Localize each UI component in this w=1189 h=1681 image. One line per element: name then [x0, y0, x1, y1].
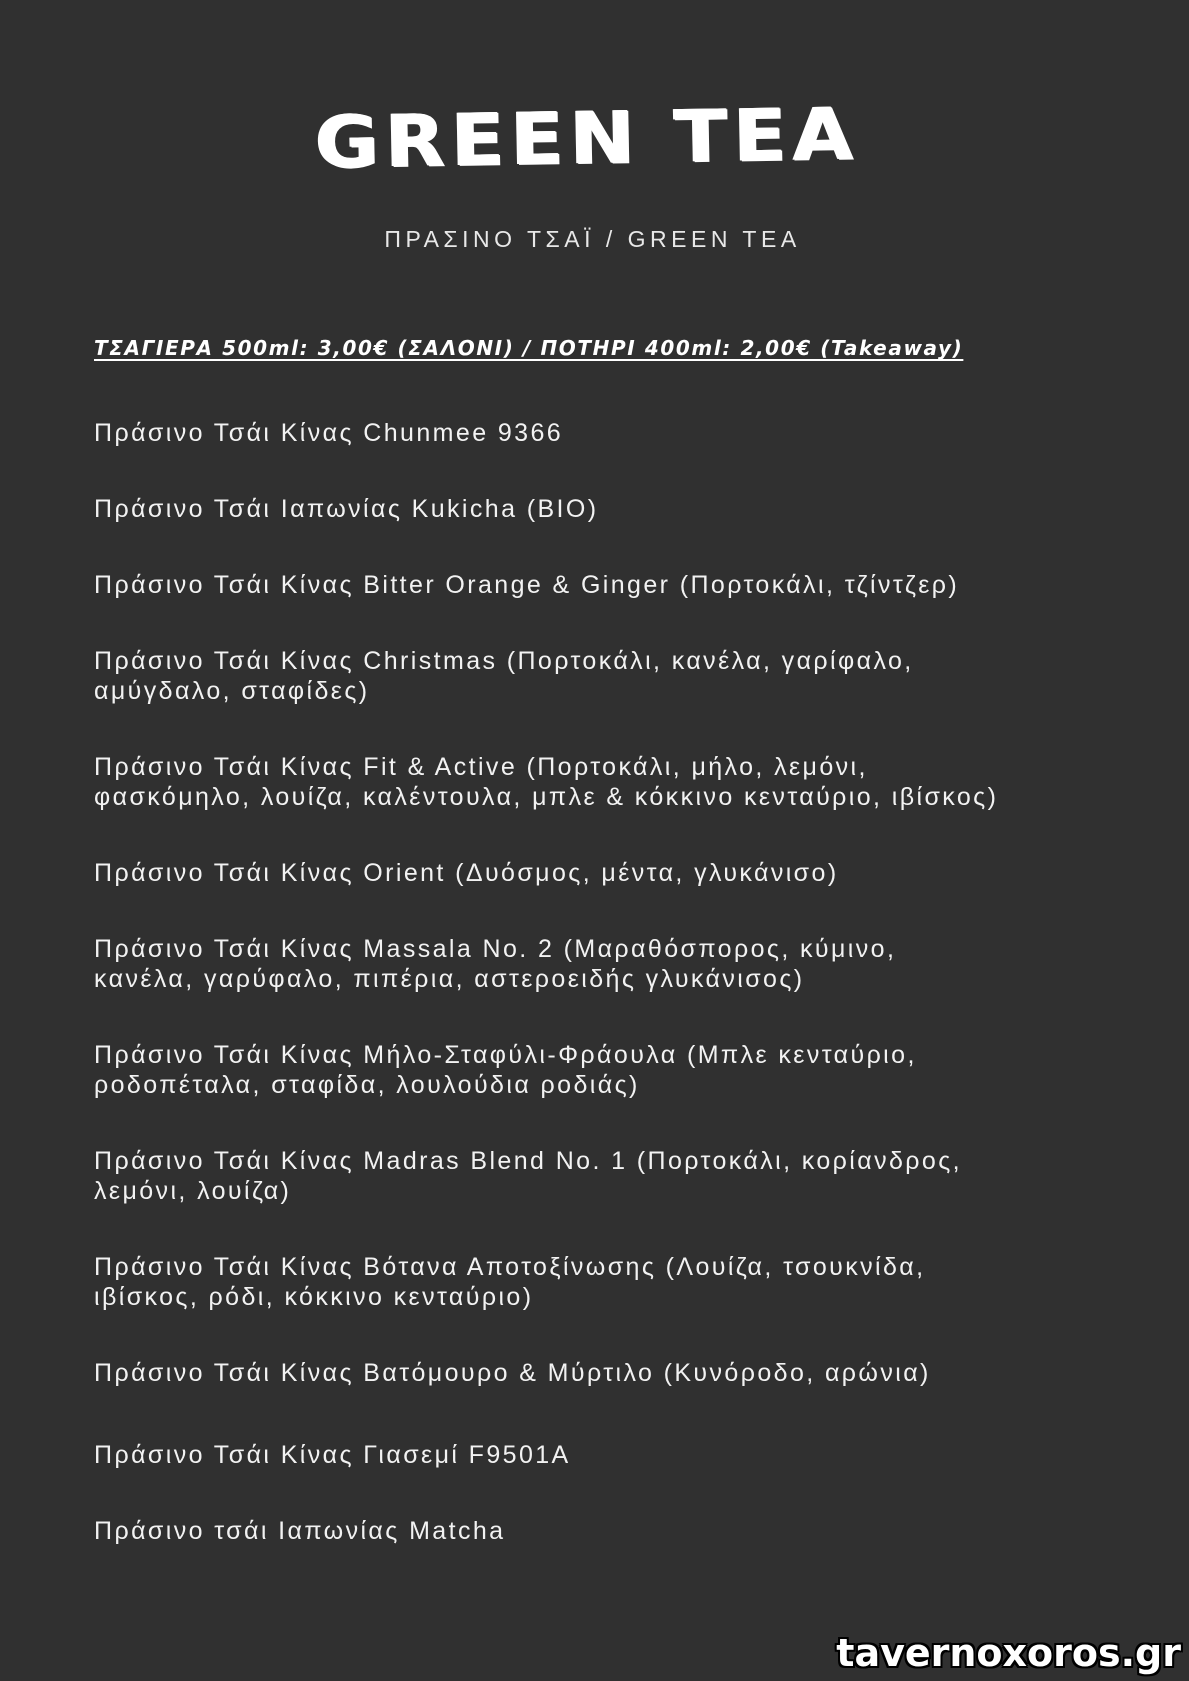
tea-item-line: Πράσινο Τσάι Κίνας Γιασεμί F9501A — [94, 1441, 571, 1469]
tea-item-line: Πράσινο Τσάι Κίνας Βότανα Αποτοξίνωσης (Λουίζα, τσουκνίδα, — [94, 1253, 926, 1281]
tea-item-line: ροδοπέταλα, σταφίδα, λουλούδια ροδιάς) — [94, 1071, 640, 1099]
tea-list — [94, 418, 1094, 1546]
tea-item-line: Πράσινο Τσάι Κίνας Orient (Δυόσμος, μέντα, γλυκάνισο) — [94, 859, 839, 887]
tea-item-line: Πράσινο Τσάι Κίνας Βατόμουρο & Μύρτιλο (Κυνόροδο, αρώνια) — [94, 1359, 931, 1387]
tea-item-line: Πράσινο τσάι Ιαπωνίας Matcha — [94, 1517, 506, 1545]
tea-item — [94, 858, 1094, 888]
tea-item-line: Πράσινο Τσάι Ιαπωνίας Kukicha (BIO) — [94, 495, 599, 523]
page-subtitle — [0, 226, 1189, 253]
tea-item — [94, 1252, 1094, 1312]
tea-item-line: κανέλα, γαρύφαλο, πιπέρια, αστεροειδής γλυκάνισος) — [94, 965, 805, 993]
tea-item — [94, 1358, 1094, 1388]
tea-item — [94, 570, 1094, 600]
tea-item — [94, 752, 1094, 812]
tea-item — [94, 934, 1094, 994]
tea-item-line: ιβίσκος, ρόδι, κόκκινο κενταύριο) — [94, 1283, 534, 1311]
tea-item-line: Πράσινο Τσάι Κίνας Μήλο-Σταφύλι-Φράουλα (Μπλε κενταύριο, — [94, 1041, 917, 1069]
tea-item-line: Πράσινο Τσάι Κίνας Massala No. 2 (Μαραθόσπορος, κύμινο, — [94, 935, 897, 963]
tea-item-line: Πράσινο Τσάι Κίνας Bitter Orange & Ginger (Πορτοκάλι, τζίντζερ) — [94, 571, 960, 599]
tea-item-line: φασκόμηλο, λουίζα, καλέντουλα, μπλε & κόκκινο κενταύριο, ιβίσκος) — [94, 783, 999, 811]
page-subtitle-text: ΠΡΑΣΙΝΟ ΤΣΑΪ / GREEN TEA — [384, 226, 801, 252]
tea-item — [94, 494, 1094, 524]
tea-item-line: λεμόνι, λουίζα) — [94, 1177, 292, 1205]
price-info: ΤΣΑΓΙΕΡΑ 500ml: 3,00€ (ΣΑΛΟΝΙ) / ΠΟΤΗΡΙ 400ml: 2,00€ (Takeaway) — [94, 336, 964, 360]
tea-item — [94, 646, 1094, 706]
tea-item-line: Πράσινο Τσάι Κίνας Chunmee 9366 — [94, 419, 564, 447]
tea-item-line: αμύγδαλο, σταφίδες) — [94, 677, 370, 705]
tea-item-line: Πράσινο Τσάι Κίνας Christmas (Πορτοκάλι, κανέλα, γαρίφαλο, — [94, 647, 914, 675]
tea-item — [94, 418, 1094, 448]
page-title-text: GREEN TEA — [313, 93, 860, 185]
tea-item — [94, 1440, 1094, 1470]
site-watermark: tavernoxoros.gr — [836, 1631, 1181, 1675]
tea-item — [94, 1516, 1094, 1546]
tea-item-line: Πράσινο Τσάι Κίνας Fit & Active (Πορτοκάλι, μήλο, λεμόνι, — [94, 753, 868, 781]
page-title — [0, 93, 1189, 185]
tea-item — [94, 1146, 1094, 1206]
tea-item-line: Πράσινο Τσάι Κίνας Madras Blend No. 1 (Πορτοκάλι, κορίανδρος, — [94, 1147, 963, 1175]
tea-item — [94, 1040, 1094, 1100]
